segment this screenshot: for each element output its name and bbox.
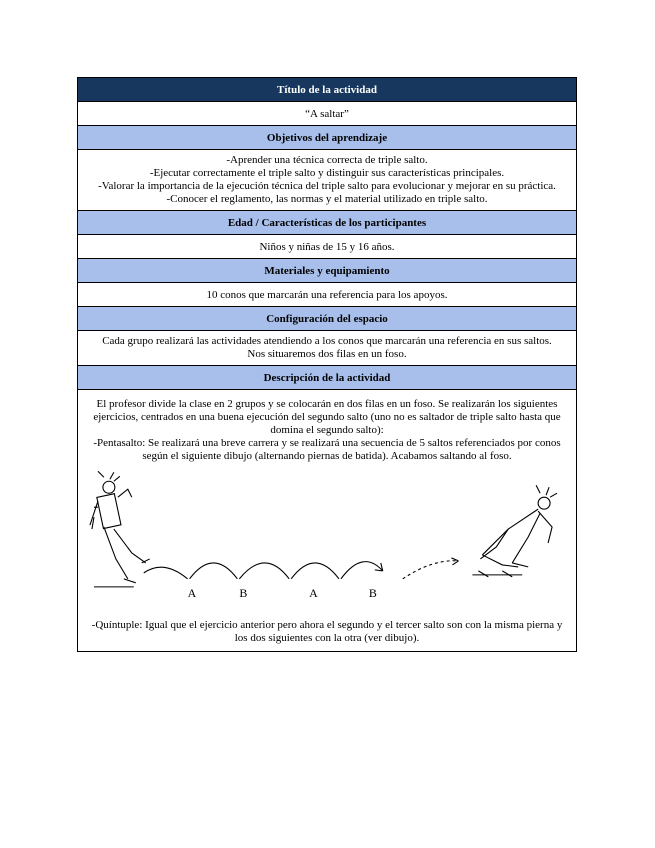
description-body (78, 390, 576, 651)
objective-item: -Aprender una técnica correcta de triple salto. (226, 154, 428, 166)
objective-item: -Valorar la importancia de la ejecución técnica del triple salto para evolucionar y mejorar en su práctica. (98, 180, 556, 192)
cone-label: B (239, 585, 248, 600)
activity-title-header: Título de la actividad (78, 78, 576, 102)
cone-label: B (368, 585, 377, 600)
materials-header: Materiales y equipamiento (78, 259, 576, 283)
jump-arcs (144, 558, 459, 579)
cone-label: A (187, 585, 197, 600)
cone-label: A (309, 585, 318, 600)
pentasalto-figure (84, 467, 570, 617)
participants-value: Niños y niñas de 15 y 16 años. (78, 235, 576, 259)
activity-sheet (77, 77, 577, 652)
materials-value: 10 conos que marcarán una referencia para los apoyos. (78, 283, 576, 307)
space-text (78, 331, 576, 366)
pentasalto-text: -Pentasalto: Se realizará una breve carrera y se realizará una secuencia de 5 saltos referenciados por conos según el siguiente dibujo (alternando piernas de batida). Acabamos saltando al foso. (93, 437, 561, 462)
quintuple-text: -Quíntuple: Igual que el ejercicio anterior pero ahora el segundo y el tercer salto son con la misma pierna y los dos siguientes con la otra (ver dibujo). (91, 619, 563, 644)
objective-item: -Conocer el reglamento, las normas y el material utilizado en triple salto. (166, 193, 488, 205)
left-jumper-illustration (90, 471, 150, 583)
activity-title-value: “A saltar” (78, 102, 576, 126)
description-intro: El profesor divide la clase en 2 grupos y se colocarán en dos filas en un foso. Se realizarán los siguientes ejercicios, centrados en una buena ejecución del segundo salto (uno no es saltador de triple salto hasta que domina el segundo salto): (93, 398, 561, 436)
space-line: Nos situaremos dos filas en un foso. (247, 348, 407, 360)
objective-item: -Ejecutar correctamente el triple salto y distinguir sus características principales. (149, 167, 505, 179)
description-header: Descripción de la actividad (78, 366, 576, 390)
participants-header: Edad / Características de los participantes (78, 211, 576, 235)
space-header: Configuración del espacio (78, 307, 576, 331)
objectives-header: Objetivos del aprendizaje (78, 126, 576, 150)
right-jumper-illustration (472, 485, 557, 577)
objectives-list (78, 150, 576, 211)
space-line: Cada grupo realizará las actividades atendiendo a los conos que marcarán una referencia en sus saltos. (102, 335, 552, 347)
